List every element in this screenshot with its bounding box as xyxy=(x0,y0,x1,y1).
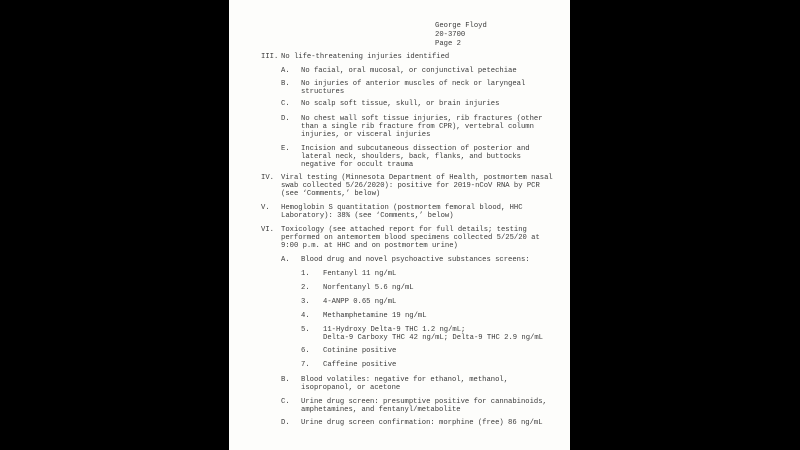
drug-result: 11-Hydroxy Delta-9 THC 1.2 ng/mL; xyxy=(323,326,466,334)
drug-result: Delta-9 Carboxy THC 42 ng/mL; Delta-9 THC 2.9 ng/mL xyxy=(323,334,543,342)
drug-number: 7. xyxy=(301,361,310,369)
item-letter: E. xyxy=(281,145,290,153)
section-text: 9:00 p.m. at HHC and on postmortem urine) xyxy=(281,242,458,250)
section-text: swab collected 5/26/2020): positive for 2019-nCoV RNA by PCR xyxy=(281,182,540,190)
item-letter: D. xyxy=(281,419,290,427)
drug-result: Methamphetamine 19 ng/mL xyxy=(323,312,427,320)
drug-result: Norfentanyl 5.6 ng/mL xyxy=(323,284,414,292)
item-text: lateral neck, shoulders, back, flanks, and buttocks xyxy=(301,153,521,161)
item-text: structures xyxy=(301,88,345,96)
item-letter: B. xyxy=(281,376,290,384)
drug-number: 3. xyxy=(301,298,310,306)
section-heading: No life-threatening injuries identified xyxy=(281,53,450,61)
item-letter: C. xyxy=(281,398,290,406)
item-letter: C. xyxy=(281,100,290,108)
drug-number: 6. xyxy=(301,347,310,355)
item-text: No scalp soft tissue, skull, or brain injuries xyxy=(301,100,500,108)
item-text: Incision and subcutaneous dissection of posterior and xyxy=(301,145,530,153)
item-letter: A. xyxy=(281,67,290,75)
item-text: than a single rib fracture from CPR), vertebral column xyxy=(301,123,534,131)
section-text: (see ‘Comments,’ below) xyxy=(281,190,381,198)
item-letter: A. xyxy=(281,256,290,264)
item-text: amphetamines, and fentanyl/metabolite xyxy=(301,406,461,414)
drug-number: 1. xyxy=(301,270,310,278)
item-text: Blood volatiles: negative for ethanol, methanol, xyxy=(301,376,509,384)
item-text: Blood drug and novel psychoactive substances screens: xyxy=(301,256,530,264)
section-text: Laboratory): 38% (see ‘Comments,’ below) xyxy=(281,212,454,220)
item-text: injuries, or visceral injuries xyxy=(301,131,431,139)
item-text: No chest wall soft tissue injuries, rib fractures (other xyxy=(301,115,543,123)
drug-number: 5. xyxy=(301,326,310,334)
section-number: IV. xyxy=(261,174,274,182)
header-case-number: 20-3700 xyxy=(435,31,466,39)
section-text: Hemoglobin S quantitation (postmortem femoral blood, HHC xyxy=(281,204,523,212)
section-number: III. xyxy=(261,53,279,61)
document-page xyxy=(229,0,570,450)
drug-result: Caffeine positive xyxy=(323,361,397,369)
item-text: isopropanol, or acetone xyxy=(301,384,401,392)
item-text: No facial, oral mucosal, or conjunctival petechiae xyxy=(301,67,517,75)
item-letter: B. xyxy=(281,80,290,88)
section-text: Viral testing (Minnesota Department of Health, postmortem nasal xyxy=(281,174,553,182)
item-text: No injuries of anterior muscles of neck or laryngeal xyxy=(301,80,526,88)
item-letter: D. xyxy=(281,115,290,123)
drug-number: 2. xyxy=(301,284,310,292)
section-number: VI. xyxy=(261,226,274,234)
item-text: Urine drug screen confirmation: morphine (free) 86 ng/mL xyxy=(301,419,543,427)
drug-number: 4. xyxy=(301,312,310,320)
drug-result: Fentanyl 11 ng/mL xyxy=(323,270,397,278)
item-text: Urine drug screen: presumptive positive for cannabinoids, xyxy=(301,398,547,406)
section-text: Toxicology (see attached report for full details; testing xyxy=(281,226,527,234)
drug-result: 4-ANPP 0.65 ng/mL xyxy=(323,298,397,306)
section-text: performed on antemortem blood specimens collected 5/25/20 at xyxy=(281,234,540,242)
drug-result: Cotinine positive xyxy=(323,347,397,355)
item-text: negative for occult trauma xyxy=(301,161,414,169)
header-page-number: Page 2 xyxy=(435,40,461,48)
header-name: George Floyd xyxy=(435,22,487,30)
section-number: V. xyxy=(261,204,270,212)
